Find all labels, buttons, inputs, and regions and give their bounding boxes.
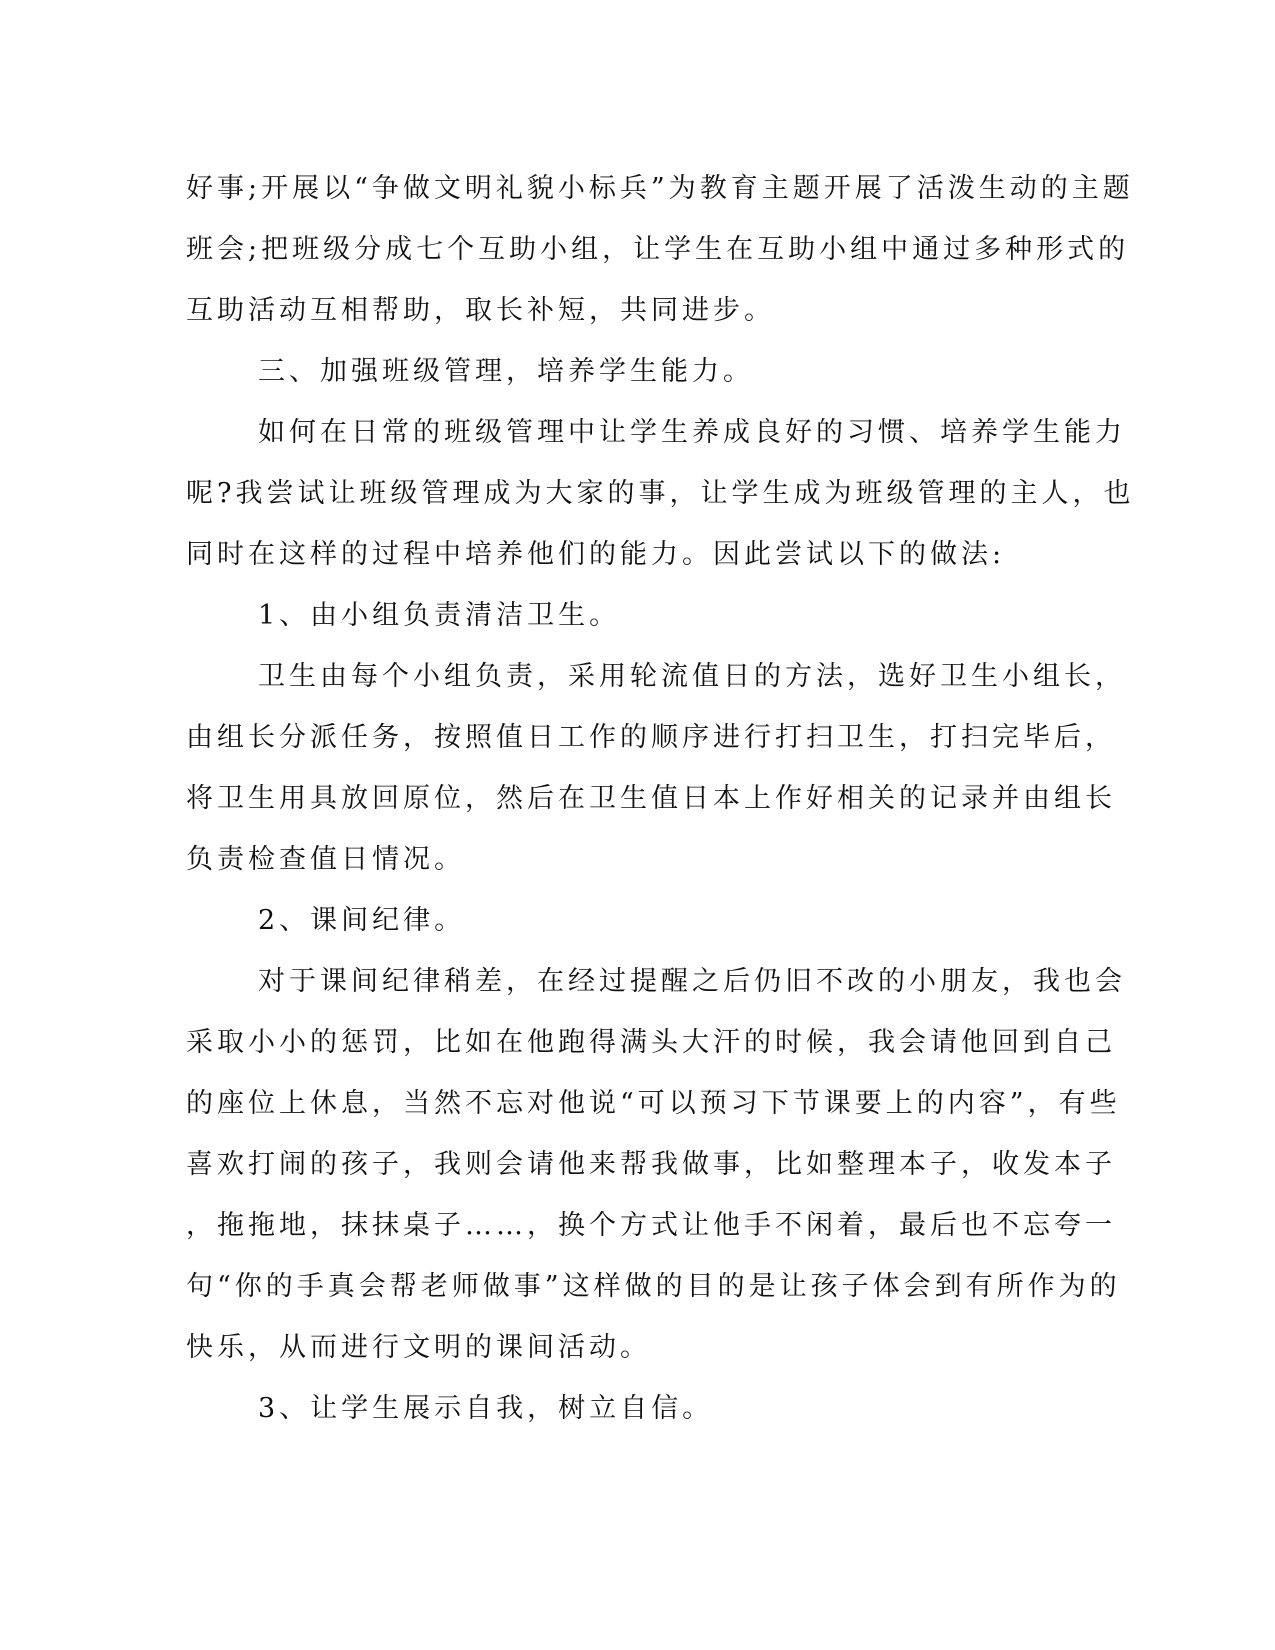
text-line: ，拖拖地，抹抹桌子……，换个方式让他手不闲着，最后也不忘夸一 xyxy=(186,1210,1116,1241)
text-line: 好事;开展以“争做文明礼貌小标兵”为教育主题开展了活泼生动的主题 xyxy=(186,173,1134,204)
text-line: 同时在这样的过程中培养他们的能力。因此尝试以下的做法: xyxy=(186,539,1006,570)
subsection-heading: 2、课间纪律。 xyxy=(258,905,466,936)
text-line: 呢?我尝试让班级管理成为大家的事，让学生成为班级管理的主人，也 xyxy=(186,478,1135,509)
text-line: 对于课间纪律稍差，在经过提醒之后仍旧不改的小朋友，我也会 xyxy=(258,966,1126,997)
text-line: 班会;把班级分成七个互助小组，让学生在互助小组中通过多种形式的 xyxy=(186,234,1130,265)
text-line: 由组长分派任务，按照值日工作的顺序进行打扫卫生，打扫完毕后， xyxy=(186,722,1116,753)
text-line: 采取小小的惩罚，比如在他跑得满头大汗的时候，我会请他回到自己 xyxy=(186,1027,1116,1058)
text-line: 负责检查值日情况。 xyxy=(186,844,465,875)
text-line: 卫生由每个小组负责，采用轮流值日的方法，选好卫生小组长， xyxy=(258,661,1126,692)
text-line: 的座位上休息，当然不忘对他说“可以预习下节课要上的内容”，有些 xyxy=(186,1088,1121,1119)
text-line: 句“你的手真会帮老师做事”这样做的目的是让孩子体会到有所作为的 xyxy=(186,1271,1121,1302)
section-heading: 三、加强班级管理，培养学生能力。 xyxy=(258,356,754,387)
text-line: 将卫生用具放回原位，然后在卫生值日本上作好相关的记录并由组长 xyxy=(186,783,1116,814)
text-line: 互助活动互相帮助，取长补短，共同进步。 xyxy=(186,295,775,326)
text-line: 快乐，从而进行文明的课间活动。 xyxy=(186,1332,651,1363)
subsection-heading: 3、让学生展示自我，树立自信。 xyxy=(258,1393,714,1424)
text-line: 喜欢打闹的孩子，我则会请他来帮我做事，比如整理本子，收发本子 xyxy=(186,1149,1116,1180)
text-line: 如何在日常的班级管理中让学生养成良好的习惯、培养学生能力 xyxy=(258,417,1126,448)
subsection-heading: 1、由小组负责清洁卫生。 xyxy=(258,600,621,631)
document-body xyxy=(186,158,1135,1439)
